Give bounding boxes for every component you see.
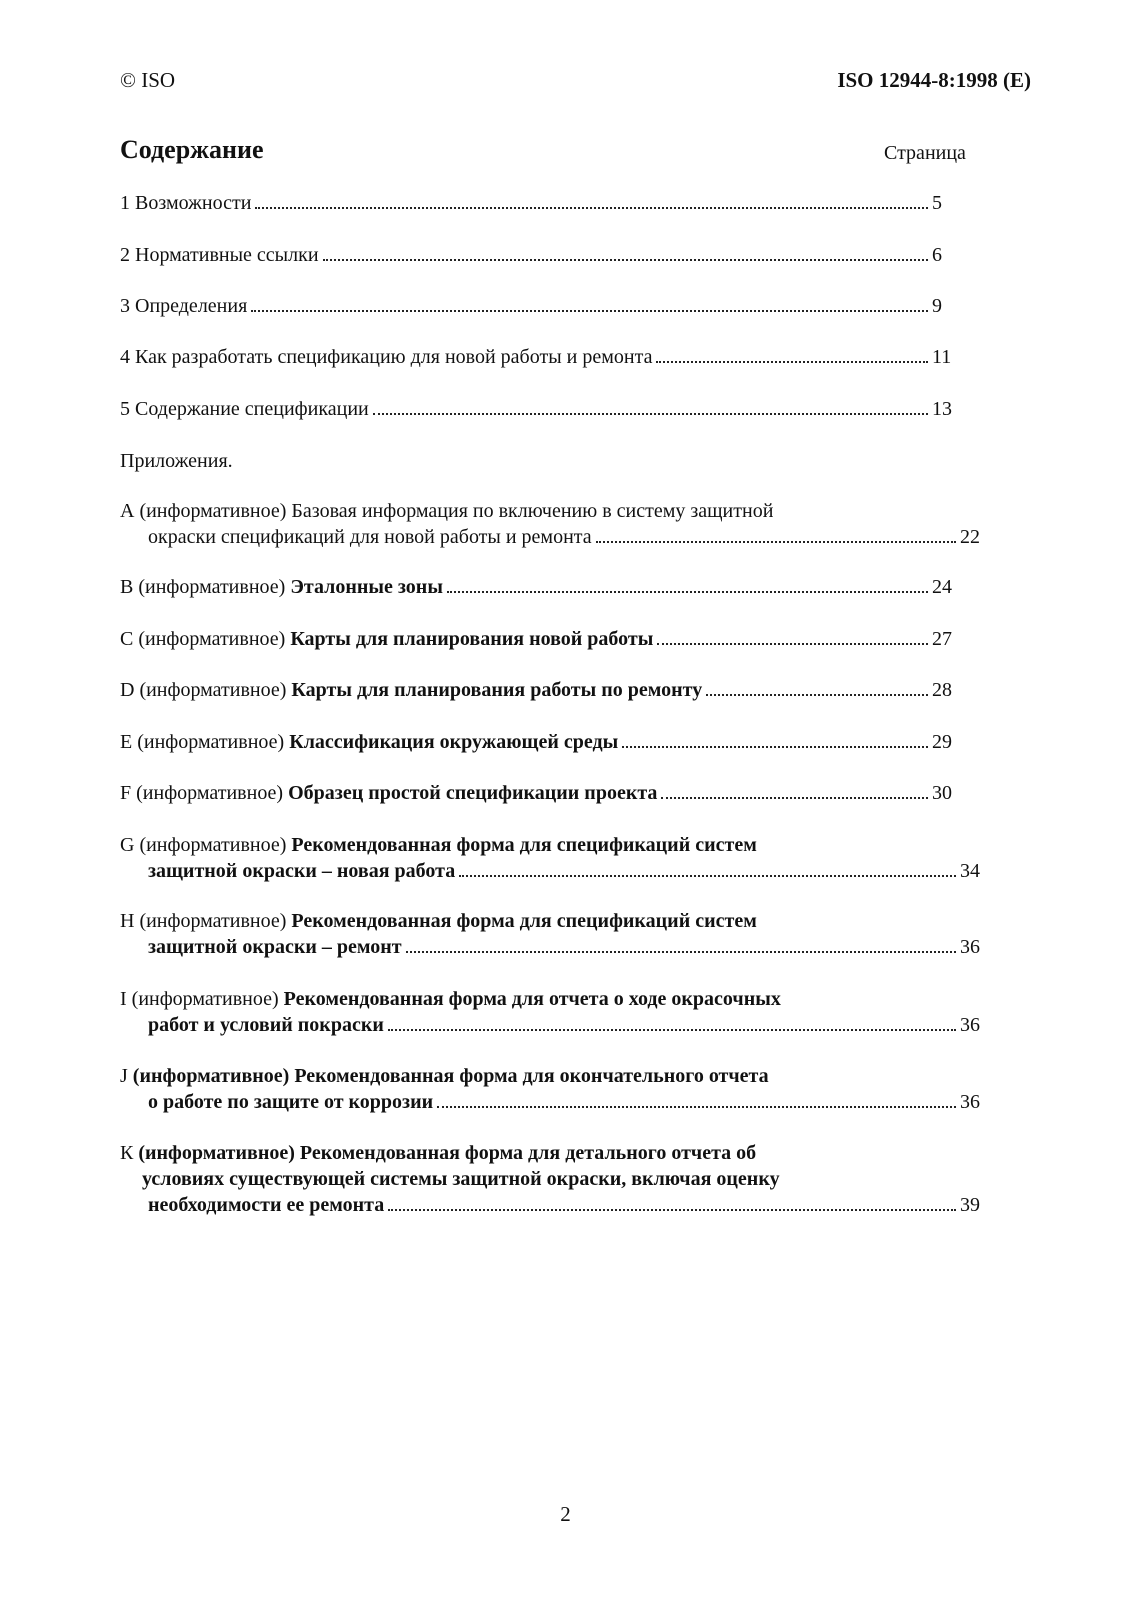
- annex-prefix: С (информативное): [120, 628, 291, 650]
- annex-title-line1: (информативное) Рекомендованная форма для детального отчета об: [138, 1142, 757, 1164]
- toc-annex-entry[interactable]: [120, 1063, 980, 1115]
- annexes-label: Приложения.: [120, 450, 233, 472]
- leader-dots: [447, 590, 928, 593]
- toc-entry-title: 5 Содержание спецификации: [120, 398, 369, 420]
- toc-entry[interactable]: [120, 242, 956, 268]
- annex-title: Классификация окружающей среды: [289, 731, 619, 753]
- header-copyright: © ISO: [120, 68, 176, 92]
- toc-annex-entry[interactable]: [120, 498, 980, 550]
- toc-entry-page: 24: [932, 576, 952, 598]
- toc-annex-entry[interactable]: [120, 626, 956, 652]
- annex-title-line2: окраски спецификаций для новой работы и ремонта: [148, 526, 592, 548]
- toc-annex-entry[interactable]: [120, 780, 956, 806]
- annex-title-line1: (информативное) Рекомендованная форма для окончательного отчета: [132, 1065, 769, 1087]
- toc-entry-page: 28: [932, 679, 952, 701]
- toc-entry-title: 3 Определения: [120, 295, 248, 317]
- toc-entry-title: 1 Возможности: [120, 192, 252, 214]
- toc-entry-title: 4 Как разработать спецификацию для новой работы и ремонта: [120, 346, 653, 368]
- annex-title-line2: о работе по защите от коррозии: [148, 1091, 434, 1113]
- toc-annex-entry[interactable]: [120, 908, 980, 960]
- toc-entry-page: 34: [960, 860, 980, 882]
- leader-dots: [251, 309, 928, 312]
- toc-entry-page: 36: [960, 936, 980, 958]
- page-title: Содержание: [120, 135, 264, 164]
- annex-prefix: I (информативное): [120, 988, 284, 1010]
- page-number: 2: [560, 1502, 571, 1526]
- annex-prefix: К: [120, 1142, 139, 1164]
- annex-title-line2: условиях существующей системы защитной окраски, включая оценку: [142, 1168, 780, 1190]
- toc-entry[interactable]: [120, 396, 956, 422]
- annex-prefix: F (информативное): [120, 782, 289, 804]
- annex-prefix: Н (информативное): [120, 910, 292, 932]
- toc-annex-entry[interactable]: [120, 1140, 980, 1218]
- annex-title: Образец простой спецификации проекта: [288, 782, 658, 804]
- leader-dots: [323, 258, 928, 261]
- toc-entry[interactable]: [120, 293, 956, 319]
- toc-entry-page: 6: [932, 244, 942, 266]
- leader-dots: [706, 693, 928, 696]
- leader-dots: [437, 1105, 956, 1108]
- toc-entry-page: 30: [932, 782, 952, 804]
- toc-entry-title: 2 Нормативные ссылки: [120, 244, 319, 266]
- toc-annex-entry[interactable]: [120, 677, 956, 703]
- leader-dots: [373, 412, 928, 415]
- annex-prefix: D (информативное): [120, 679, 292, 701]
- annex-prefix: А (информативное): [120, 500, 292, 522]
- toc-entry-page: 22: [960, 526, 980, 548]
- leader-dots: [596, 540, 956, 543]
- toc-annex-entry[interactable]: [120, 574, 956, 600]
- annex-title: Карты для планирования работы по ремонту: [291, 679, 703, 701]
- toc-annex-entry[interactable]: [120, 729, 956, 755]
- toc-entry-page: 13: [932, 398, 952, 420]
- leader-dots: [661, 796, 928, 799]
- toc-entry-page: 11: [932, 346, 952, 368]
- leader-dots: [657, 642, 928, 645]
- toc-entry-page: 39: [960, 1194, 980, 1216]
- toc-entry-page: 36: [960, 1014, 980, 1036]
- leader-dots: [622, 745, 928, 748]
- annex-title-line1: Рекомендованная форма для отчета о ходе окрасочных: [283, 988, 781, 1010]
- toc-entry-page: 29: [932, 731, 952, 753]
- leader-dots: [406, 950, 956, 953]
- leader-dots: [388, 1028, 956, 1031]
- annex-title-line1: Рекомендованная форма для спецификаций систем: [291, 910, 757, 932]
- leader-dots: [255, 206, 928, 209]
- annex-prefix: Е (информативное): [120, 731, 290, 753]
- annex-title-line2: защитной окраски – новая работа: [148, 860, 456, 882]
- toc-annex-entry[interactable]: [120, 986, 980, 1038]
- annex-title-line1: Базовая информация по включению в систему защитной: [291, 500, 774, 522]
- annex-prefix: В (информативное): [120, 576, 291, 598]
- annex-title-line2: работ и условий покраски: [148, 1014, 384, 1036]
- toc-annex-entry[interactable]: [120, 832, 980, 884]
- toc-entry[interactable]: [120, 344, 956, 370]
- leader-dots: [656, 360, 928, 363]
- toc-entry[interactable]: [120, 190, 956, 216]
- leader-dots: [388, 1208, 956, 1211]
- annexes-heading: [120, 448, 956, 474]
- leader-dots: [459, 874, 956, 877]
- annex-title-line2: защитной окраски – ремонт: [148, 936, 402, 958]
- annex-prefix: G (информативное): [120, 834, 292, 856]
- toc-entry-page: 27: [932, 628, 952, 650]
- toc-entry-page: 9: [932, 295, 942, 317]
- page-column-label: Страница: [884, 142, 966, 164]
- toc-entry-page: 5: [932, 192, 942, 214]
- header-standard-number: ISO 12944-8:1998 (E): [837, 68, 1031, 92]
- annex-prefix: J: [120, 1065, 133, 1087]
- annex-title-line1: Рекомендованная форма для спецификаций систем: [291, 834, 757, 856]
- annex-title: Эталонные зоны: [290, 576, 443, 598]
- toc-entry-page: 36: [960, 1091, 980, 1113]
- annex-title-line3: необходимости ее ремонта: [148, 1194, 385, 1216]
- annex-title: Карты для планирования новой работы: [290, 628, 654, 650]
